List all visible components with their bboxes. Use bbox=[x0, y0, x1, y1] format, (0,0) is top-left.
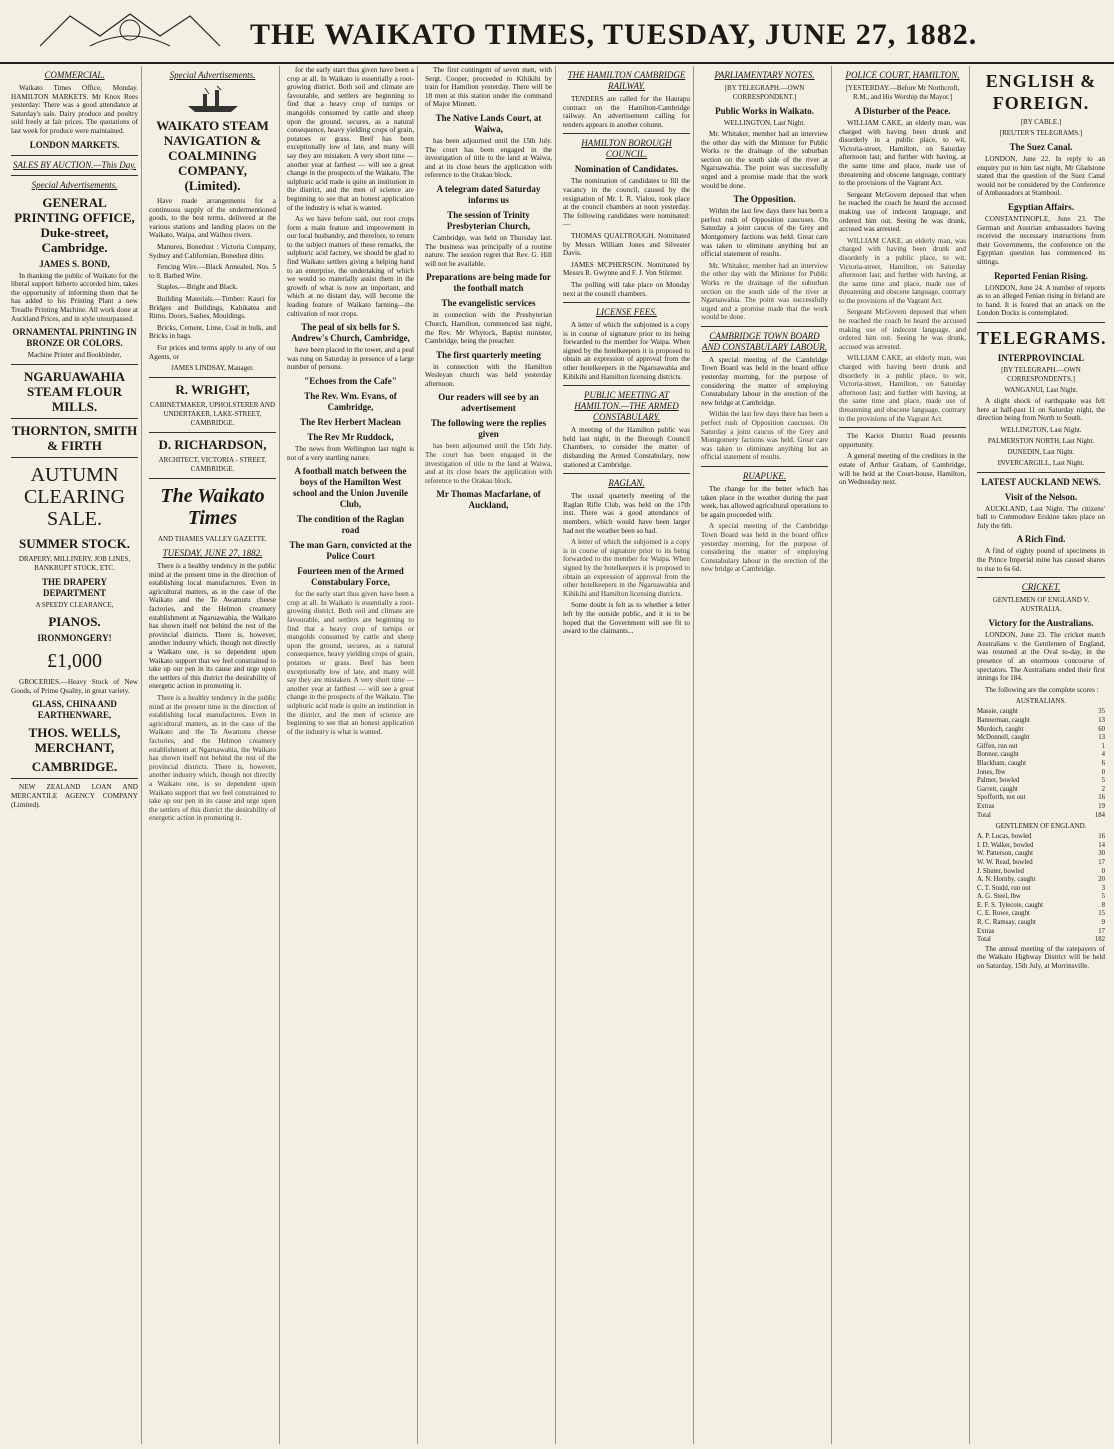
native-lands-text: has been adjourned until the 15th July. The court has been engaged in the investigation of title to the land at Waiwa, and at its close hears the application with reference to the Orakau block. bbox=[425, 136, 552, 180]
wanganui-text: A slight shock of earthquake was felt here at half-past 11 on Saturday night, the direction being from North to South. bbox=[977, 396, 1105, 423]
batsman-runs: 182 bbox=[1094, 936, 1105, 944]
pianos-heading: PIANOS. bbox=[48, 614, 101, 630]
australians-score-row bbox=[977, 803, 1105, 812]
meeting-text: A meeting of the Hamilton public was held last night, in the Borough Council Chambers, to consider the matter of disbanding the Armed Constabulary, now stationed at Cambridge. bbox=[563, 426, 690, 469]
ruddock-heading: The Rev Mr Ruddock, bbox=[307, 432, 394, 442]
australians-score-row bbox=[977, 708, 1105, 717]
australians-score-row bbox=[977, 786, 1105, 795]
cambridge-place: CAMBRIDGE. bbox=[31, 759, 118, 775]
australians-score-row bbox=[977, 751, 1105, 760]
wellington-dateline: WELLINGTON, Last Night. bbox=[723, 119, 806, 127]
poll-text: The polling will take place on Monday next at the council chambers. bbox=[563, 280, 690, 298]
batsman-runs: 9 bbox=[1101, 919, 1105, 927]
times-logo: The Waikato Times bbox=[160, 485, 265, 530]
ngaruawahia-mills: NGARUAWAHIA STEAM FLOUR MILLS. bbox=[23, 369, 126, 415]
australians-score-row bbox=[977, 769, 1105, 778]
parliamentary-heading: PARLIAMENTARY NOTES. bbox=[714, 70, 815, 80]
gazette-subtitle: AND THAMES VALLEY GAZETTE. bbox=[157, 535, 267, 544]
sales-heading: SALES BY AUCTION.—This Day. bbox=[12, 159, 137, 170]
england-score-row bbox=[977, 919, 1105, 928]
wright-title: R. WRIGHT, bbox=[175, 382, 250, 398]
batsman-runs: 13 bbox=[1098, 717, 1105, 724]
trinity-heading: The session of Trinity Presbyterian Church, bbox=[446, 209, 531, 231]
australians-heading: AUSTRALIANS. bbox=[1015, 697, 1067, 706]
ruapuke-text: The change for the better which has taken place in the weather during the past week, has allowed agricultural operations to be again proceeded with. bbox=[701, 485, 828, 519]
evangelistic-heading: The evangelistic services bbox=[441, 298, 536, 309]
batsman-runs: 16 bbox=[1098, 794, 1105, 802]
railway-text: TENDERS are called for the Hautapu contract on the Hamilton-Cambridge railway. An advertisement calling for tenders appears in another column. bbox=[563, 95, 690, 129]
batsman-runs: 14 bbox=[1098, 841, 1105, 849]
batsman-name: McDonnell, caught bbox=[977, 734, 1030, 742]
printing-office-title: GENERAL PRINTING OFFICE, Duke-street, Cambridge. bbox=[14, 194, 135, 255]
latest-auckland-heading: LATEST AUCKLAND NEWS. bbox=[981, 476, 1101, 487]
england-score-row bbox=[977, 893, 1105, 902]
batsman-name: Spofforth, not out bbox=[977, 794, 1026, 802]
printing-text: In thanking the public of Waikato for the liberal support hitherto accorded him, takes the opportunity of informing them that he has added to his Printing Plant a new Treadle Printing Machine. All work done at Auckland Prices, and in style unsurpassed. bbox=[11, 271, 138, 323]
divider bbox=[563, 302, 690, 303]
batsman-runs: 16 bbox=[1098, 833, 1105, 841]
preparations-heading: Preparations are being made for the football match bbox=[426, 272, 551, 294]
england-score-row bbox=[977, 936, 1105, 945]
suez-heading: The Suez Canal. bbox=[1009, 142, 1073, 152]
batsman-name: J. Shuter, bowled bbox=[977, 867, 1024, 875]
candidate-2: JAMES MCPHERSON. Nominated by Messrs R. Gwynne and F. J. Von Stürmer. bbox=[563, 260, 690, 278]
editorial-cont-2: As we have before said, our root crops form a main feature and improvement in our local husbandry, and therefore, to return to the subject matters of these remarks, the sulphuric acid factory, we should be glad to find Waikato settlers giving a helping hand to an enterprise, the undertaking of which we would so materially assist them in the growth of what is now an important, and which at no distant day, will become the leading feature of Waikato farming—the cultivation of root crops. bbox=[287, 215, 414, 318]
thousand-pounds: £1,000 bbox=[47, 650, 102, 673]
batsman-runs: 5 bbox=[1101, 777, 1105, 785]
police-court-sub: [YESTERDAY.—Before Mr Northcroft, R.M., and His Worship the Mayor.] bbox=[845, 84, 960, 101]
parliamentary-text: Mr. Whitaker, member had an interview the other day with the Minister for Public Works re the drainage of the suburban section on the south side of the river at Ngaruawahia. The point was successfully urged and a promise made that the work would be done. bbox=[701, 130, 828, 190]
cambridge-town-heading: CAMBRIDGE TOWN BOARD AND CONSTABULARY LABOUR. bbox=[702, 330, 827, 352]
interprovincial-heading: INTERPROVINCIAL bbox=[997, 352, 1085, 363]
scores-heading: The following are the complete scores : bbox=[985, 685, 1099, 694]
commercial-heading: COMMERCIAL. bbox=[44, 70, 105, 80]
police-text-repeat: WILLIAM CAKE, an elderly man, was charged with having been drunk and disorderly in a public place, to wit, Victoria-street, Hamilton, on Saturday afternoon last; and further with having, at the same time and place, made use of threatening and obscene language, contrary to the provisions of the Vagrant Act. bbox=[839, 236, 966, 305]
by-cable: [BY CABLE.] bbox=[1020, 118, 1062, 126]
australians-score-row bbox=[977, 760, 1105, 769]
batsman-runs: 0 bbox=[1101, 768, 1105, 776]
divider bbox=[563, 473, 690, 474]
batsman-name: Palmer, bowled bbox=[977, 777, 1020, 785]
column-5 bbox=[560, 66, 694, 1444]
england-score-row bbox=[977, 850, 1105, 859]
batsman-runs: 19 bbox=[1098, 802, 1105, 810]
editorial-text: There is a healthy tendency in the public mind at the present time in the direction of establishing local manufactures. Even in agricultural matters, as in the case of the Waikato and the Te Awamutu cheese factories, and the Helmon creamery establishment at Ngaruawahia, the Waikato has shown itself not behind the rest of the provincial districts. There is, however, another industry which, though not directly a Waikato one, is so dependent upon Waikato support that we feel constrained to take up our pen in its cause and urge upon the settlers of this district the desirability of energetic action in promoting it. bbox=[149, 562, 276, 691]
england-score-row bbox=[977, 833, 1105, 842]
trinity-text: Cambridge, was held on Thursday last. The business was principally of a routine nature. The session regret that Rev. G. Hill will not be available. bbox=[425, 233, 552, 268]
batsman-name: Massie, caught bbox=[977, 708, 1018, 716]
batsman-runs: 0 bbox=[1101, 867, 1105, 875]
divider bbox=[149, 478, 276, 479]
summer-stock: SUMMER STOCK. bbox=[19, 536, 130, 552]
batsman-name: I. D. Walker, bowled bbox=[977, 841, 1034, 849]
public-meeting-heading: PUBLIC MEETING AT HAMILTON.—THE ARMED CONSTABULARY. bbox=[574, 390, 679, 423]
australians-scores-table bbox=[977, 708, 1105, 820]
batsman-name: Extras bbox=[977, 927, 995, 935]
garn-heading: The man Garn, convicted at the Police Court bbox=[289, 540, 412, 562]
batsman-name: Bannerman, caught bbox=[977, 717, 1030, 724]
ironmongery-heading: IRONMONGERY! bbox=[37, 633, 112, 644]
batsman-runs: 20 bbox=[1098, 876, 1105, 884]
victory-heading: Victory for the Australians. bbox=[988, 618, 1094, 629]
london-markets-heading: LONDON MARKETS. bbox=[29, 139, 120, 150]
batsman-runs: 17 bbox=[1098, 858, 1105, 866]
annual-meeting-text: The annual meeting of the ratepayers of the Waikato Highway District will be held on Saturday, 15th July, at Morrinsville. bbox=[977, 944, 1105, 971]
australians-score-row bbox=[977, 726, 1105, 735]
richardson-title: D. RICHARDSON, bbox=[158, 437, 267, 453]
masthead-crest-icon bbox=[30, 6, 230, 50]
england-score-row bbox=[977, 868, 1105, 877]
opposition-repeat: Within the last few days there has been a perfect rush of Opposition caucuses. On Saturday a joint caucus of the Grey and Montgomery factions was held. Great care was taken to eliminate anything but an official statement of results. bbox=[701, 410, 828, 462]
australians-score-row bbox=[977, 812, 1105, 821]
drapery-lines: DRAPERY, MILLINERY, JOB LINES, BANKRUPT STOCK, ETC. bbox=[18, 555, 131, 573]
batsman-name: A. N. Hornby, caught bbox=[977, 876, 1036, 884]
nomination-text: The nomination of candidates to fill the vacancy in the council, caused by the resignation of Mr. I. R. Vialou, took place at the council chambers at noon yesterday. The following candidates were nominated:— bbox=[563, 177, 690, 229]
divider bbox=[563, 133, 690, 134]
victory-text: LONDON, June 23. The cricket match Australians v. the Gentlemen of England, was resumed at the Oval to-day, in the presence of an enormous concourse of spectators. The Australians ended their first innings for 184. bbox=[977, 631, 1105, 683]
dunedin-dateline: DUNEDIN, Last Night. bbox=[1007, 447, 1075, 456]
creditors-text: A general meeting of the creditors in the estate of Arthur Graham, of Cambridge, will be held at the Court-house, Hamilton, on Wednesday next. bbox=[839, 452, 966, 487]
england-scores-table bbox=[977, 833, 1105, 945]
glass-china: GLASS, CHINA AND EARTHENWARE, bbox=[32, 699, 117, 721]
readers-heading: Our readers will see by an advertisement bbox=[438, 392, 539, 414]
divider bbox=[149, 377, 276, 378]
divider bbox=[149, 432, 276, 433]
police-court-heading: POLICE COURT, HAMILTON. bbox=[845, 70, 960, 80]
divider bbox=[11, 418, 138, 419]
cambridge-town-text: A special meeting of the Cambridge Town Board was held in the board office yesterday morning, for the purpose of considering the matter of employing Constabulary labour in the erection of the new bridge at Cambridge. bbox=[701, 355, 828, 407]
rich-find-text: A find of eighty pound of specimens in the Prince Imperial mine has caused shares to rise to 6s 6d. bbox=[977, 547, 1105, 573]
karioi-text: The Karioi District Road presents opportunity. bbox=[839, 432, 966, 449]
egypt-heading: Egyptian Affairs. bbox=[1007, 201, 1074, 212]
raglan-heading: RAGLAN. bbox=[608, 478, 645, 489]
public-works-heading: Public Works in Waikato. bbox=[715, 106, 814, 116]
invercargill-dateline: INVERCARGILL, Last Night. bbox=[997, 458, 1085, 467]
editorial-text-repeat: There is a healthy tendency in the public mind at the present time in the direction of establishing local manufactures. Even in agricultural matters, as in the case of the Waikato and the Te Awamutu cheese factories, and the Helmon creamery establishment at Ngaruawahia, the Waikato has shown itself not behind the rest of the provincial districts. There is, however, another industry which, though not directly a Waikato one, is so dependent upon Waikato support that we feel constrained to take up our pen in its cause and urge upon the settlers of this district the desirability of energetic action in promoting it. bbox=[149, 694, 276, 823]
wright-text: CABINETMAKER, UPHOLSTERER AND UNDERTAKER, LAKE-STREET, CAMBRIDGE. bbox=[149, 401, 276, 428]
disturber-heading: A Disturber of the Peace. bbox=[854, 106, 951, 116]
wells-merchant: THOS. WELLS, MERCHANT, bbox=[28, 725, 121, 756]
police-text: WILLIAM CAKE, an elderly man, was charged with having been drunk and disorderly in a public place, to wit, Victoria-street, Hamilton, on Saturday afternoon last; and further with having, at the same time and place, made use of threatening and obscene language, contrary to the provisions of the Vagrant Act. bbox=[839, 119, 966, 188]
divider bbox=[11, 364, 138, 365]
batsman-runs: 5 bbox=[1101, 893, 1105, 901]
railway-heading: THE HAMILTON CAMBRIDGE RAILWAY. bbox=[567, 70, 686, 91]
speedy-clearance: A SPEEDY CLEARANCE, bbox=[35, 601, 114, 610]
australians-score-row bbox=[977, 777, 1105, 786]
batsman-name: Murdoch, caught bbox=[977, 725, 1024, 733]
parliamentary-repeat: Mr. Whitaker, member had an interview the other day with the Minister for Public Works re the drainage of the suburban section on the south side of the river at Ngaruawahia. The point was successfully urged and a promise made that the work would be done. bbox=[701, 261, 828, 322]
parliamentary-sub: [BY TELEGRAPH.—OWN CORRESPONDENT.] bbox=[724, 84, 805, 101]
own-correspondents: [BY TELEGRAPH.—OWN CORRESPONDENTS.] bbox=[1001, 365, 1081, 383]
borough-heading: HAMILTON BOROUGH COUNCIL. bbox=[581, 138, 672, 160]
steam-text: Have made arrangements for a continuous supply of the undermentioned goods, to the best terms, delivered at the various stations and landing places on the Waikato, Waipa, and Waihou rivers. bbox=[149, 197, 276, 240]
football-heading: A football match between the boys of the Hamilton West school and the Union Juvenile Club, bbox=[292, 466, 409, 510]
batsman-runs: 30 bbox=[1098, 850, 1105, 858]
quarterly-heading: The first quarterly meeting bbox=[436, 349, 541, 360]
special-ads-heading: Special Advertisements. bbox=[31, 179, 118, 190]
fenian-heading: Reported Fenian Rising. bbox=[994, 270, 1088, 281]
batsman-name: Extras bbox=[977, 802, 995, 810]
editorial-cont: for the early start thus given have been a crop at all. In Waikato is essentially a root-growing district. Both soil and climate are favourable, and settlers are beginning to find that a heavy crop of turnips or mangolds consumed by cattle and sheep upon the ground, secures, as a natural consequence, heavy yielding crops of grain, potatoes or grass. Beef has been exceptionally low of late, and many will say they are mistaken. A very short time — another year at farthest — will see a great change in the prospects of the Waikato. The sulphuric acid trade is quite an institution in the district, and the men of science are beginning to see that an honest application of the industry is what is wanted. bbox=[287, 66, 414, 212]
reuters: [REUTER'S TELEGRAMS.] bbox=[999, 129, 1083, 137]
thornton-smith-firth: THORNTON, SMITH & FIRTH bbox=[11, 423, 138, 454]
suez-text: LONDON, June 22. In reply to an enquiry put to him last night, Mr Gladstone stated that the question of the Suez Canal would not be considered by the Conference of Ambassadors at Stamboul. bbox=[977, 155, 1105, 198]
armed-heading: Fourteen men of the Armed Constabulary Force, bbox=[297, 566, 404, 588]
editorial-cont-repeat: for the early start thus given have been a crop at all. In Waikato is essentially a root-growing district. Both soil and climate are favourable, and settlers are beginning to find that a heavy crop of turnips or mangolds consumed by cattle and sheep upon the ground, secures, as a natural consequence, heavy yielding crops of grain, potatoes or grass. Beef has been exceptionally low of late, and many will say they are mistaken. A very short time — another year at farthest — will see a great change in the prospects of the Waikato. The sulphuric acid trade is quite an institution in the district, and the men of science are beginning to see that an honest application of the industry is what is wanted. bbox=[287, 590, 414, 736]
batsman-runs: 6 bbox=[1101, 759, 1105, 767]
licence-repeat: A letter of which the subjoined is a copy is in course of signature prior to its being forwarded to the member for Waipa. When signed by the hotelkeepers it is proposed to obtain an expression of approval from the other hotelkeepers in the Ngaruawahia and Kihikihi and Hamilton licensing districts. bbox=[563, 538, 690, 598]
england-score-row bbox=[977, 910, 1105, 919]
batsman-name: Jones, lbw bbox=[977, 768, 1006, 776]
batsman-name: A. P. Lucas, bowled bbox=[977, 833, 1032, 841]
intro-text: The first contingent of seven men, with Sergt. Cooper, proceeded to Kihikihi by train for Hamilton yesterday. There will be 18 men at this station under the command of Major Minnett. bbox=[425, 66, 552, 109]
macfarlane-heading: Mr Thomas Macfarlane, of Auckland, bbox=[436, 489, 541, 511]
bookbinder: Machine Printer and Bookbinder, bbox=[27, 351, 122, 360]
telegram-heading: A telegram dated Saturday informs us bbox=[436, 183, 541, 205]
autumn-clearing-sale: AUTUMN CLEARING SALE. bbox=[23, 464, 126, 531]
candidate-1: THOMAS QUALTROUGH. Nominated by Messrs William Jones and Silvester Davis. bbox=[563, 231, 690, 258]
batsman-runs: 8 bbox=[1101, 901, 1105, 909]
column-2 bbox=[146, 66, 280, 1444]
manager-name: JAMES LINDSAY, Manager. bbox=[171, 364, 254, 373]
england-score-row bbox=[977, 885, 1105, 894]
australians-score-row bbox=[977, 794, 1105, 803]
batsman-runs: 35 bbox=[1098, 708, 1105, 716]
batsman-name: C. E. Rowe, caught bbox=[977, 910, 1030, 918]
batsman-runs: 17 bbox=[1098, 927, 1105, 935]
raglan-road-heading: The condition of the Raglan road bbox=[296, 514, 404, 536]
evans-heading: The Rev. Wm. Evans, of Cambridge, bbox=[304, 391, 397, 412]
gentlemen-england-heading: GENTLEMEN OF ENGLAND. bbox=[995, 822, 1087, 831]
wanganui-dateline: WANGANUI, Last Night. bbox=[1004, 385, 1078, 394]
police-text-2-repeat: Sergeant McGovern deposed that when he reached the coach he heard the accused making use of indecent language, and ordered him out. Seeing he was drunk, accused was arrested. bbox=[839, 308, 966, 351]
batsman-runs: 13 bbox=[1098, 734, 1105, 742]
native-lands-heading: The Native Lands Court, at Waiwa, bbox=[435, 112, 542, 134]
maclean-heading: The Rev Herbert Maclean bbox=[300, 417, 401, 427]
batsman-runs: 4 bbox=[1101, 751, 1105, 759]
groceries-text: GROCERIES.—Heavy Stock of New Goods, of Prime Quality, in great variety. bbox=[11, 678, 138, 695]
waikato-steam-title: WAIKATO STEAM NAVIGATION & COALMINING COMPANY, (Limited). bbox=[156, 118, 269, 193]
wellington-dateline-8: WELLINGTON, Last Night. bbox=[1000, 425, 1082, 434]
egypt-text: CONSTANTINOPLE, June 23. The German and Austrian ambassadors having received the necessary instructions from their Governments, the conference on the Egyptian question has commenced its sittings. bbox=[977, 214, 1105, 266]
england-score-row bbox=[977, 859, 1105, 868]
steamship-icon bbox=[183, 84, 243, 114]
australians-score-row bbox=[977, 743, 1105, 752]
cambridge-town-repeat: A special meeting of the Cambridge Town Board was held in the board office yesterday morning, for the purpose of considering the matter of employing Constabulary labour in the erection of the new bridge at Cambridge. bbox=[701, 522, 828, 574]
divider bbox=[11, 457, 138, 458]
divider bbox=[11, 175, 138, 176]
column-3 bbox=[284, 66, 418, 1444]
date-line: TUESDAY, JUNE 27, 1882. bbox=[162, 548, 263, 559]
drapery-department: THE DRAPERY DEPARTMENT bbox=[42, 577, 107, 599]
batsman-runs: 60 bbox=[1098, 725, 1105, 733]
apply-text: For prices and terms apply to any of our Agents, or bbox=[149, 343, 276, 361]
palmerston-dateline: PALMERSTON NORTH, Last Night. bbox=[987, 436, 1095, 445]
printer-name: JAMES S. BOND, bbox=[39, 258, 110, 269]
raglan-tail: Some doubt is felt as to whether a letter left by the outside public, and it is to be hoped that the Government will see fit to award to the claimants... bbox=[563, 601, 690, 636]
batsman-runs: 15 bbox=[1098, 910, 1105, 918]
batsman-name: E. F. S. Tylecote, caught bbox=[977, 901, 1044, 909]
divider bbox=[977, 472, 1105, 473]
divider bbox=[977, 577, 1105, 578]
england-score-row bbox=[977, 842, 1105, 851]
following-heading: The following were the replies given bbox=[430, 418, 547, 440]
opposition-text: Within the last few days there has been a perfect rush of Opposition caucuses. On Saturday a joint caucus of the Grey and Montgomery factions was held. Great care was taken to eliminate anything but an official statement of results. bbox=[701, 207, 828, 259]
england-score-row bbox=[977, 928, 1105, 937]
batsman-name: Total bbox=[977, 936, 991, 944]
divider bbox=[701, 326, 828, 327]
police-text-2: Sergeant McGovern deposed that when he reached the coach he heard the accused making use of indecent language, and ordered him out. Seeing he was drunk, accused was arrested. bbox=[839, 190, 966, 234]
column-1 bbox=[8, 66, 142, 1444]
masthead bbox=[0, 0, 1114, 64]
staples-text: Staples.—Bright and Black. bbox=[157, 283, 238, 292]
column-8 bbox=[974, 66, 1108, 1444]
bricks-text: Bricks, Cement, Lime, Coal in bulk, and Bricks in bags. bbox=[149, 323, 276, 341]
column-6 bbox=[698, 66, 832, 1444]
opposition-heading: The Opposition. bbox=[733, 194, 796, 205]
divider bbox=[11, 155, 138, 156]
gentlemen-heading: GENTLEMEN OF ENGLAND V. AUSTRALIA. bbox=[992, 596, 1090, 614]
batsman-name: C. T. Studd, run out bbox=[977, 884, 1031, 892]
cricket-heading: CRICKET. bbox=[1021, 582, 1061, 593]
column-7 bbox=[836, 66, 970, 1444]
batsman-name: Bonnor, caught bbox=[977, 751, 1019, 759]
building-text: Building Materials.—Timber: Kauri for Bridges and Buildings, Kahikatea and Rimu. Doors, Sashes, Mouldings. bbox=[149, 294, 276, 321]
batsman-runs: 1 bbox=[1101, 742, 1105, 750]
native-lands-repeat: has been adjourned until the 15th July. The court has been engaged in the investigation of title to the land at Waiwa, and at its close hears the application with reference to the Orakau block. bbox=[425, 442, 552, 485]
special-ads-heading-2: Special Advertisements. bbox=[169, 70, 256, 80]
batsman-name: W. Patterson, caught bbox=[977, 850, 1034, 858]
batsman-name: Blackham, caught bbox=[977, 759, 1027, 767]
peal-heading: The peal of six bells for S. Andrew's Church, Cambridge, bbox=[291, 322, 410, 344]
telegrams-heading: TELEGRAMS. bbox=[977, 327, 1107, 348]
richardson-text: ARCHITECT, VICTORIA - STREET, CAMBRIDGE. bbox=[158, 456, 267, 474]
evangelistic-text: in connection with the Presbyterian Church, Hamilton, commenced last night, the Rev. Mr Whytock, Baptist minister, Cambridge, being the preacher. bbox=[425, 311, 552, 346]
commercial-text: Waikato Times Office, Monday. HAMILTON MARKETS. Mr Knox Rees yesterday: There was a good attendance at Saturday's sale. Dairy produce and poultry sold freely at fair prices. The quotations of last week for produce were maintained. bbox=[11, 84, 138, 135]
peal-text: have been placed in the tower, and a peal was rung on Saturday in presence of a large number of persons. bbox=[287, 346, 414, 372]
batsman-name: Total bbox=[977, 811, 991, 819]
police-text-repeat-2: WILLIAM CAKE, an elderly man, was charged with having been drunk and disorderly in a public place, to wit, Victoria-street, Hamilton, on Saturday afternoon last; and further with having, at the same time and place, made use of threatening and obscene language, contrary to the provisions of the Vagrant Act. bbox=[839, 354, 966, 423]
divider bbox=[839, 427, 966, 428]
masthead-title: THE WAIKATO TIMES, TUESDAY, JUNE 27, 1882. bbox=[250, 18, 978, 51]
licence-heading: LICENSE FEES. bbox=[596, 307, 657, 318]
english-foreign-heading: ENGLISH & FOREIGN. bbox=[985, 71, 1097, 113]
divider bbox=[563, 385, 690, 386]
nelson-heading: Visit of the Nelson. bbox=[1004, 491, 1078, 502]
nz-loan-agency: NEW ZEALAND LOAN AND MERCANTILE AGENCY COMPANY (Limited). bbox=[11, 783, 138, 809]
column-4 bbox=[422, 66, 556, 1444]
nomination-heading: Nomination of Candidates. bbox=[574, 164, 679, 175]
ruapuke-heading: RUAPUKE. bbox=[742, 471, 787, 481]
batsman-runs: 3 bbox=[1101, 884, 1105, 892]
batsman-name: A. G. Steel, lbw bbox=[977, 893, 1021, 901]
nelson-text: AUCKLAND, Last Night. The citizens' ball to Commodore Erskine takes place on July the 6th. bbox=[977, 504, 1105, 530]
echoes-heading: "Echoes from the Cafe" bbox=[304, 376, 397, 386]
batsman-name: W. W. Read, bowled bbox=[977, 858, 1033, 866]
manures-text: Manures, Bonedust : Victoria Company, Sydney and Californian, Bonedust ditto. bbox=[149, 242, 276, 260]
divider bbox=[11, 778, 138, 779]
divider bbox=[701, 466, 828, 467]
england-score-row bbox=[977, 876, 1105, 885]
fencing-text: Fencing Wire.—Black Annealed, Nos. 5 to 8. Barbed Wire. bbox=[149, 263, 276, 280]
batsman-name: Garrett, caught bbox=[977, 785, 1018, 793]
australians-score-row bbox=[977, 734, 1105, 743]
rich-find-heading: A Rich Find. bbox=[1016, 534, 1066, 545]
batsman-runs: 184 bbox=[1094, 811, 1105, 819]
news-wellington: The news from Wellington last night is not of a very startling nature. bbox=[287, 445, 414, 462]
ornamental-printing: ORNAMENTAL PRINTING IN BRONZE OR COLORS. bbox=[12, 327, 137, 349]
raglan-text: The usual quarterly meeting of the Raglan Rifle Club, was held on the 17th inst. There was a good attendance of members, which would have been larger had not the weather been so bad. bbox=[563, 492, 690, 535]
divider bbox=[977, 322, 1105, 323]
quarterly-text: in connection with the Hamilton Wesleyan church was held yesterday afternoon. bbox=[425, 362, 552, 388]
australians-score-row bbox=[977, 717, 1105, 726]
england-score-row bbox=[977, 902, 1105, 911]
batsman-name: Giffen, run out bbox=[977, 742, 1018, 750]
fenian-text: LONDON, June 24. A number of reports as to an alleged Fenian rising in Ireland are to hand. It is feared that an attack on the London Docks is contemplated. bbox=[977, 283, 1105, 318]
licence-text: A letter of which the subjoined is a copy is in course of signature prior to its being forwarded to the member for Waipa. When signed by the hotelkeepers it is proposed to obtain an expression of approval from the other hotelkeepers in the Ngaruawahia and Kihikihi and Hamilton licensing districts. bbox=[563, 321, 690, 381]
page-columns bbox=[8, 66, 1108, 1444]
batsman-name: R. C. Ramsay, caught bbox=[977, 919, 1036, 927]
batsman-runs: 2 bbox=[1101, 785, 1105, 793]
